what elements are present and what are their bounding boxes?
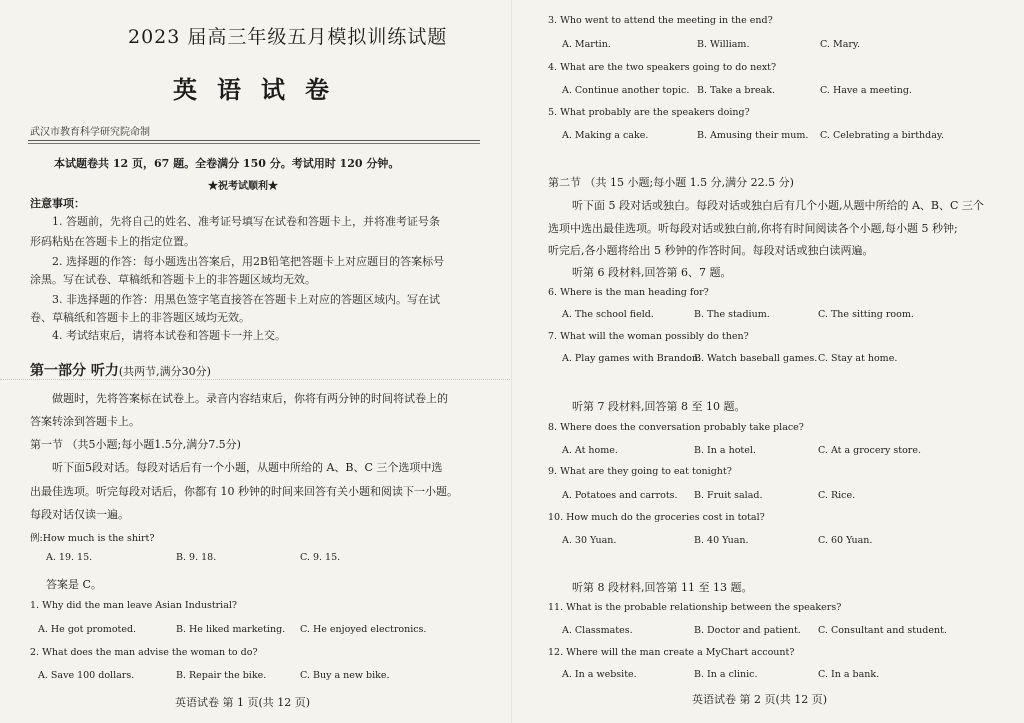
section1-desc: 出最佳选项。听完每段对话后，你都有 10 秒钟的时间来回答有关小题和阅读下一小题。 — [30, 485, 458, 498]
option: B. Doctor and patient. — [694, 625, 801, 636]
option: C. In a bank. — [818, 669, 880, 680]
option: A. 19. 15. — [46, 552, 93, 563]
option: A. Continue another topic. — [562, 85, 690, 96]
exam-subject: 英语试卷 — [173, 75, 349, 104]
exam-info: 本试题卷共 12 页，67 题。全卷满分 150 分。考试用时 120 分钟。 — [54, 157, 400, 170]
page-footer: 英语试卷 第 2 页(共 12 页) — [692, 693, 828, 706]
option: C. Celebrating a birthday. — [820, 130, 945, 141]
option: A. Martin. — [562, 39, 611, 50]
option: B. The stadium. — [694, 309, 770, 320]
option: C. 9. 15. — [300, 552, 341, 563]
option: A. He got promoted. — [38, 624, 137, 635]
part1-title: 第一部分 听力 — [30, 363, 119, 379]
question: 6. Where is the man heading for? — [548, 287, 709, 298]
page-footer: 英语试卷 第 1 页(共 12 页) — [175, 696, 311, 709]
divider — [28, 143, 480, 144]
option: C. Rice. — [818, 490, 856, 501]
question: 3. Who went to attend the meeting in the end? — [548, 15, 773, 26]
option: B. He liked marketing. — [176, 624, 286, 635]
issuer: 武汉市教育科学研究院命制 — [30, 127, 150, 138]
question: 11. What is the probable relationship between the speakers? — [548, 602, 842, 613]
note-line: 1. 答题前，先将自己的姓名、准考证号填写在试卷和答题卡上，并将准考证号条 — [52, 215, 440, 228]
note-line: 卷、草稿纸和答题卡上的非答题区域均无效。 — [30, 311, 250, 324]
section2-heading: 第二节 （共 15 小题;每小题 1.5 分,满分 22.5 分) — [548, 176, 794, 189]
option: A. Save 100 dollars. — [38, 670, 135, 681]
option: B. Repair the bike. — [176, 670, 267, 681]
option: A. At home. — [562, 445, 618, 456]
intro-line: 做题时，先将答案标在试卷上。录音内容结束后，你将有两分钟的时间将试卷上的 — [52, 392, 448, 405]
option: C. The sitting room. — [818, 309, 914, 320]
option: B. Take a break. — [697, 85, 776, 96]
option: C. He enjoyed electronics. — [300, 624, 427, 635]
intro-line: 答案转涂到答题卡上。 — [30, 415, 140, 428]
option: B. 40 Yuan. — [694, 535, 749, 546]
example-question: 例:How much is the shirt? — [30, 533, 155, 544]
part1-subtitle: (共两节,满分30分) — [118, 365, 211, 378]
option: A. The school field. — [562, 309, 654, 320]
option: A. 30 Yuan. — [562, 535, 617, 546]
note-line: 4. 考试结束后，请将本试卷和答题卡一并上交。 — [52, 329, 286, 342]
option: C. Have a meeting. — [820, 85, 912, 96]
exam-title: 2023 届高三年级五月模拟训练试题 — [128, 26, 448, 48]
good-luck: ★祝考试顺利★ — [208, 181, 278, 192]
question: 2. What does the man advise the woman to do? — [30, 647, 258, 658]
option: B. 9. 18. — [176, 552, 217, 563]
question: 8. Where does the conversation probably take place? — [548, 422, 804, 433]
option: B. Fruit salad. — [694, 490, 763, 501]
question: 10. How much do the groceries cost in total? — [548, 512, 765, 523]
option: A. Making a cake. — [562, 130, 649, 141]
question: 7. What will the woman possibly do then? — [548, 331, 749, 342]
section1-desc: 每段对话仅读一遍。 — [30, 508, 129, 521]
option: A. Potatoes and carrots. — [562, 490, 678, 501]
section2-desc: 听完后,各小题将给出 5 秒钟的作答时间。每段对话或独白读两遍。 — [548, 244, 874, 257]
question: 5. What probably are the speakers doing? — [548, 107, 750, 118]
option: B. In a clinic. — [694, 669, 758, 680]
option: B. In a hotel. — [694, 445, 756, 456]
section2-desc: 选项中选出最佳选项。听每段对话或独白前,你将有时间阅读各个小题,每小题 5 秒钟; — [548, 222, 958, 235]
option: C. Stay at home. — [818, 353, 898, 364]
option: C. Mary. — [820, 39, 861, 50]
example-answer: 答案是 C。 — [46, 578, 102, 591]
option: B. William. — [697, 39, 750, 50]
note-line: 3. 非选择题的作答：用黑色签字笔直接答在答题卡上对应的答题区域内。写在试 — [52, 293, 440, 306]
option: A. Classmates. — [562, 625, 633, 636]
option: C. At a grocery store. — [818, 445, 921, 456]
right-page — [512, 0, 1024, 723]
option: C. Consultant and student. — [818, 625, 947, 636]
material-heading: 听第 6 段材料,回答第 6、7 题。 — [572, 266, 732, 279]
material-heading: 听第 7 段材料,回答第 8 至 10 题。 — [572, 400, 746, 413]
notes-heading: 注意事项： — [30, 197, 85, 210]
question: 4. What are the two speakers going to do next? — [548, 62, 777, 73]
question: 9. What are they going to eat tonight? — [548, 466, 732, 477]
option: C. 60 Yuan. — [818, 535, 873, 546]
option: B. Amusing their mum. — [697, 130, 809, 141]
section1-desc: 听下面5段对话。每段对话后有一个小题，从题中所给的 A、B、C 三个选项中选 — [52, 461, 443, 474]
section1-heading: 第一节 （共5小题;每小题1.5分,满分7.5分) — [30, 438, 241, 451]
section2-desc: 听下面 5 段对话或独白。每段对话或独白后有几个小题,从题中所给的 A、B、C 三个 — [572, 199, 984, 212]
note-line: 涂黑。写在试卷、草稿纸和答题卡上的非答题区域均无效。 — [30, 273, 316, 286]
note-line: 2. 选择题的作答：每小题选出答案后，用2B铅笔把答题卡上对应题目的答案标号 — [52, 255, 445, 268]
material-heading: 听第 8 段材料,回答第 11 至 13 题。 — [572, 581, 753, 594]
option: B. Watch baseball games. — [694, 353, 818, 364]
question: 12. Where will the man create a MyChart account? — [548, 647, 795, 658]
question: 1. Why did the man leave Asian Industrial? — [30, 600, 238, 611]
note-line: 形码粘贴在答题卡上的指定位置。 — [30, 235, 195, 248]
divider — [28, 140, 480, 141]
option: A. Play games with Brandon. — [562, 353, 702, 364]
part1-heading — [30, 360, 211, 380]
option: C. Buy a new bike. — [300, 670, 390, 681]
option: A. In a website. — [562, 669, 637, 680]
